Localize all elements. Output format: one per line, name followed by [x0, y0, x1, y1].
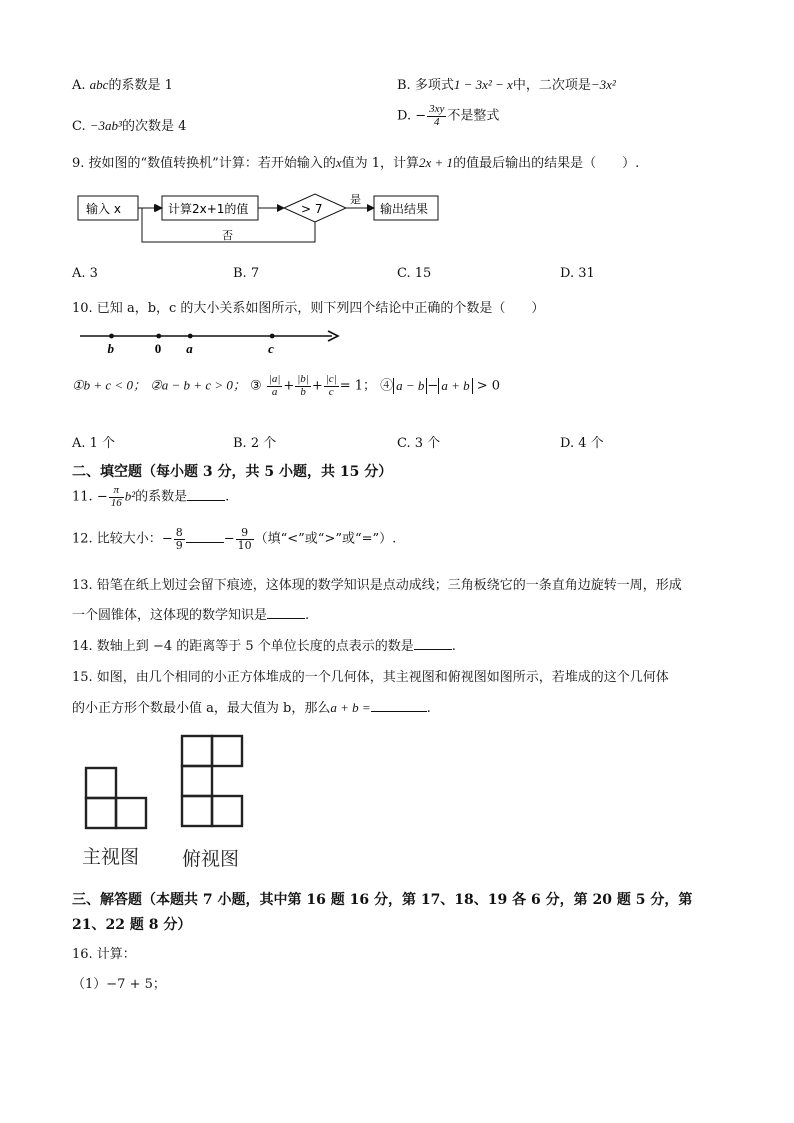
q13-line2: 一个圆锥体，这体现的数学知识是 . [72, 608, 310, 623]
q10-c4-abs1: a − b [393, 378, 427, 394]
q9-option-d: D. 31 [560, 266, 595, 281]
q9-option-a: A. 3 [72, 266, 98, 281]
q15-line2: 的小正方形个数最小值 a，最大值为 b，那么a + b = . [72, 700, 431, 716]
q11-fraction: $\frac{\pi}{16}$ [110, 484, 122, 509]
top-view [182, 736, 242, 826]
q10-c2: ②a − b + c > 0； [150, 377, 246, 393]
q11-blank [187, 488, 225, 501]
q8-option-d: D. − $\frac{3xy}{4}$ 不是整式 [397, 103, 500, 128]
q8-option-c: C. −3ab³的次数是 4 [72, 118, 187, 134]
number-line-point-a [188, 334, 193, 339]
q10-stem: 10. 已知 a，b，c 的大小关系如图所示，则下列四个结论中正确的个数是（ ） [72, 301, 545, 316]
q12-fraction1: $\frac{8}{9}$ [175, 526, 183, 552]
q12-fraction2: $\frac{9}{10}$ [237, 526, 252, 552]
top-view-label: 俯视图 [182, 848, 240, 870]
q10-number-line [76, 324, 346, 358]
section3-title-line1: 三、解答题（本题共 7 小题，其中第 16 题 16 分，第 17、18、19 各 6 分，第 20 题 5 分，第 [72, 892, 693, 908]
flow-output-label: 输出结果 [380, 202, 429, 216]
number-line-point-zero [156, 334, 161, 339]
q10-conclusions: ①b + c < 0； ②a − b + c > 0； ③ $\frac{|a|}{a}$ + $\frac{|b|}{b}$ + $\frac{|c|}{c}$ = 1； ④ a − b − a + b > 0 [72, 373, 501, 398]
number-line-point-b [109, 334, 114, 339]
number-line-label-zero: 0 [154, 341, 162, 356]
q10-option-b: B. 2 个 [233, 436, 277, 451]
flow-no-label: 否 [222, 229, 233, 242]
q9-stem: 9. 按如图的“数值转换机”计算：若开始输入的x值为 1，计算2x + 1的值最后输出的结果是（ ）. [72, 155, 640, 171]
q13-blank [267, 606, 305, 619]
q9-option-b: B. 7 [233, 266, 260, 281]
flow-yes-label: 是 [350, 193, 361, 206]
flow-input-label: 输入 x [86, 202, 121, 216]
q16-stem: 16. 计算： [72, 947, 136, 962]
q15-views-figure [78, 730, 278, 870]
q9-flowchart [72, 188, 442, 248]
q10-c4-abs2: a + b [438, 378, 472, 394]
number-line-label-a: a [186, 341, 193, 356]
q14-blank [414, 637, 452, 650]
q10-option-c: C. 3 个 [397, 436, 441, 451]
number-line-label-c: c [268, 341, 274, 356]
q15-blank [371, 699, 427, 712]
section3-title-line2: 21、22 题 8 分） [72, 917, 192, 933]
q8-option-b: B. 多项式1 − 3x² − x中，二次项是−3x² [397, 77, 616, 93]
q8-b-math2: −3x² [590, 77, 616, 92]
flow-compute-label: 计算2x+1的值 [168, 202, 249, 216]
q9-option-c: C. 15 [397, 266, 432, 281]
q13-line1: 13. 铅笔在纸上划过会留下痕迹，这体现的数学知识是点动成线；三角板绕它的一条直角边旋转一周，形成 [72, 578, 682, 593]
q12-blank [186, 530, 224, 543]
q8-b-math: 1 − 3x² − x [453, 77, 513, 92]
q15-line1: 15. 如图，由几个相同的小正方体堆成的一个几何体，其主视图和俯视图如图所示，若堆成的这个几何体 [72, 670, 669, 685]
q8-option-a: A. abc的系数是 1 [72, 77, 173, 93]
number-line-label-b: b [107, 341, 114, 356]
q10-option-a: A. 1 个 [72, 436, 116, 451]
number-line-point-c [270, 334, 275, 339]
front-view [86, 768, 146, 828]
q11: 11. − $\frac{\pi}{16}$ b²的系数是 . [72, 484, 230, 509]
q10-c3-frac3: $\frac{|c|}{c}$ [325, 373, 337, 398]
q10-c3-frac2: $\frac{|b|}{b}$ [297, 373, 309, 398]
section2-title: 二、填空题（每小题 3 分，共 5 小题，共 15 分） [72, 464, 393, 480]
q16-part1: （1）−7 + 5； [72, 977, 166, 992]
q10-c1: ①b + c < 0； [72, 377, 146, 393]
front-view-label: 主视图 [82, 846, 140, 868]
q8-d-fraction: $\frac{3xy}{4}$ [429, 103, 445, 128]
q8-a-math: abc [89, 77, 109, 92]
q10-option-d: D. 4 个 [560, 436, 604, 451]
flow-compare-label: > 7 [301, 202, 323, 216]
q8-c-math: −3ab³ [89, 118, 122, 133]
q14: 14. 数轴上到 −4 的距离等于 5 个单位长度的点表示的数是 . [72, 639, 456, 654]
q10-c3-frac1: $\frac{|a|}{a}$ [268, 373, 281, 398]
q12: 12. 比较大小：− $\frac{8}{9}$ − $\frac{9}{10}$ （填“<”或“>”或“=”）. [72, 526, 397, 552]
